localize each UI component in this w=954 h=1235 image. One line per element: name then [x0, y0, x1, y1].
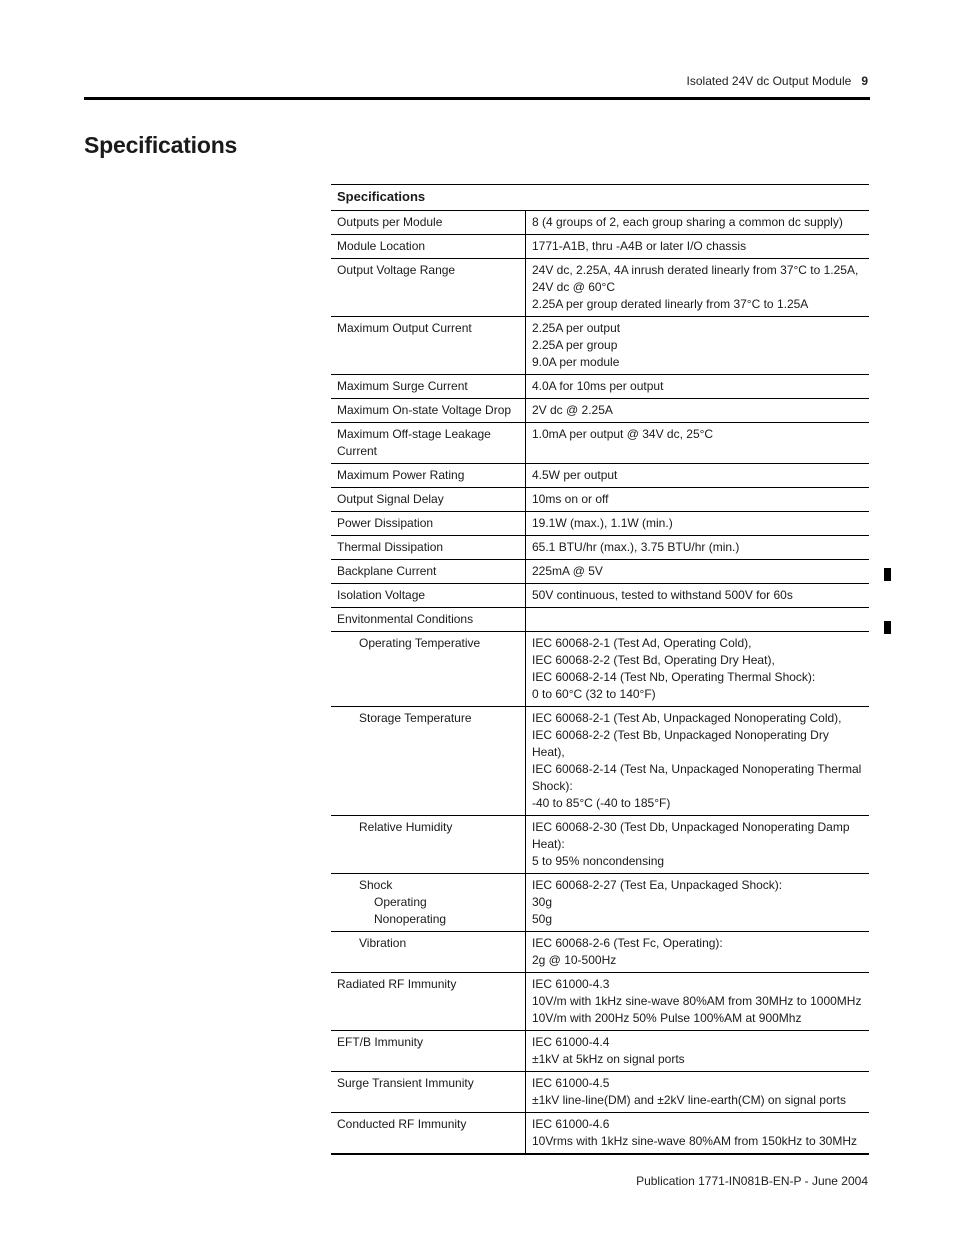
value-line: 10V/m with 200Hz 50% Pulse 100%AM at 900Mhz — [532, 1011, 802, 1025]
row-label: Thermal Dissipation — [331, 536, 526, 560]
value-line: 2V dc @ 2.25A — [532, 403, 613, 417]
value-line: IEC 60068-2-14 (Test Na, Unpackaged Nonoperating Thermal Shock): — [532, 762, 862, 793]
value-line: ±1kV line-line(DM) and ±2kV line-earth(CM) on signal ports — [532, 1093, 846, 1107]
value-line: IEC 60068-2-27 (Test Ea, Unpackaged Shock): — [532, 878, 783, 892]
table-row — [331, 584, 869, 608]
table-row — [331, 235, 869, 259]
table-row — [331, 512, 869, 536]
row-label: Radiated RF Immunity — [331, 973, 526, 1031]
table-row — [331, 932, 869, 973]
value-line: IEC 60068-2-2 (Test Bd, Operating Dry Heat), — [532, 653, 775, 667]
value-line: 1771-A1B, thru -A4B or later I/O chassis — [532, 239, 747, 253]
table-row — [331, 317, 869, 375]
value-line: 2.25A per group derated linearly from 37°C to 1.25A — [532, 297, 809, 311]
header-rule — [84, 97, 870, 100]
table-row — [331, 632, 869, 707]
change-bar — [884, 621, 891, 634]
row-value — [526, 1031, 870, 1072]
row-value — [526, 560, 870, 584]
row-value — [526, 584, 870, 608]
row-value — [526, 1072, 870, 1113]
row-value — [526, 973, 870, 1031]
table-row — [331, 874, 869, 932]
table-row — [331, 608, 869, 632]
row-value — [526, 512, 870, 536]
table-row — [331, 536, 869, 560]
row-value — [526, 816, 870, 874]
row-value — [526, 317, 870, 375]
table-row — [331, 973, 869, 1031]
table-row — [331, 1031, 869, 1072]
row-label: Surge Transient Immunity — [331, 1072, 526, 1113]
row-value — [526, 632, 870, 707]
value-line: 9.0A per module — [532, 355, 620, 369]
table-row — [331, 816, 869, 874]
value-line: 4.0A for 10ms per output — [532, 379, 664, 393]
value-line: IEC 60068-2-6 (Test Fc, Operating): — [532, 936, 723, 950]
table-row — [331, 259, 869, 317]
value-line: 19.1W (max.), 1.1W (min.) — [532, 516, 673, 530]
value-line: IEC 60068-2-14 (Test Nb, Operating Thermal Shock): — [532, 670, 816, 684]
table-row — [331, 464, 869, 488]
row-label: Module Location — [331, 235, 526, 259]
row-value — [526, 608, 870, 632]
value-line: ±1kV at 5kHz on signal ports — [532, 1052, 685, 1066]
row-label: Output Voltage Range — [331, 259, 526, 317]
value-line: 225mA @ 5V — [532, 564, 603, 578]
row-label: Conducted RF Immunity — [331, 1113, 526, 1155]
row-value — [526, 874, 870, 932]
row-label: Maximum On-state Voltage Drop — [331, 399, 526, 423]
value-line: 10V/m with 1kHz sine-wave 80%AM from 30MHz to 1000MHz — [532, 994, 862, 1008]
row-label: Backplane Current — [331, 560, 526, 584]
value-line: IEC 61000-4.5 — [532, 1076, 610, 1090]
row-label: Envitonmental Conditions — [331, 608, 526, 632]
table-heading: Specifications — [331, 185, 869, 211]
value-line: 65.1 BTU/hr (max.), 3.75 BTU/hr (min.) — [532, 540, 740, 554]
table-row — [331, 1072, 869, 1113]
row-label: Storage Temperature — [331, 707, 526, 816]
row-label: Vibration — [331, 932, 526, 973]
row-label: Maximum Output Current — [331, 317, 526, 375]
running-header — [687, 74, 868, 88]
table-row — [331, 211, 869, 235]
value-line: 5 to 95% noncondensing — [532, 854, 665, 868]
row-label-text: Shock — [359, 878, 393, 892]
row-value — [526, 1113, 870, 1155]
change-bar — [884, 568, 891, 581]
row-label: EFT/B Immunity — [331, 1031, 526, 1072]
row-value — [526, 932, 870, 973]
row-label: Maximum Power Rating — [331, 464, 526, 488]
table-row — [331, 1113, 869, 1155]
value-line: 10Vrms with 1kHz sine-wave 80%AM from 150kHz to 30MHz — [532, 1134, 857, 1148]
row-value — [526, 399, 870, 423]
value-line: 8 (4 groups of 2, each group sharing a common dc supply) — [532, 215, 843, 229]
row-value — [526, 488, 870, 512]
value-line: IEC 61000-4.3 — [532, 977, 610, 991]
value-line: IEC 60068-2-1 (Test Ad, Operating Cold), — [532, 636, 752, 650]
row-label — [331, 874, 526, 932]
table-row — [331, 488, 869, 512]
row-value — [526, 235, 870, 259]
row-sublabel: Nonoperating — [374, 912, 447, 926]
value-line: -40 to 85°C (-40 to 185°F) — [532, 796, 671, 810]
page-title: Specifications — [84, 132, 238, 158]
footer-publication: Publication 1771-IN081B-EN-P - June 2004 — [636, 1174, 868, 1188]
table-row — [331, 707, 869, 816]
value-line: 50g — [532, 912, 553, 926]
row-value — [526, 464, 870, 488]
value-line: IEC 61000-4.4 — [532, 1035, 610, 1049]
running-title: Isolated 24V dc Output Module — [686, 74, 852, 88]
value-line: 4.5W per output — [532, 468, 618, 482]
table-body — [331, 211, 869, 1155]
table-header-row — [331, 185, 869, 211]
row-label: Output Signal Delay — [331, 488, 526, 512]
table-row — [331, 399, 869, 423]
table-row — [331, 375, 869, 399]
value-line: 2g @ 10-500Hz — [532, 953, 617, 967]
value-line: 10ms on or off — [532, 492, 609, 506]
row-label: Outputs per Module — [331, 211, 526, 235]
value-line: IEC 60068-2-1 (Test Ab, Unpackaged Nonoperating Cold), — [532, 711, 842, 725]
value-line: IEC 61000-4.6 — [532, 1117, 610, 1131]
row-label: Relative Humidity — [331, 816, 526, 874]
specifications-table — [331, 184, 869, 1155]
value-line: 1.0mA per output @ 34V dc, 25°C — [532, 427, 714, 441]
value-line: 0 to 60°C (32 to 140°F) — [532, 687, 656, 701]
value-line: 30g — [532, 895, 553, 909]
row-value — [526, 707, 870, 816]
row-label: Isolation Voltage — [331, 584, 526, 608]
row-label: Operating Temperative — [331, 632, 526, 707]
row-value — [526, 423, 870, 464]
value-line: 24V dc, 2.25A, 4A inrush derated linearly from 37°C to 1.25A, 24V dc @ 60°C — [532, 263, 859, 294]
row-label: Maximum Surge Current — [331, 375, 526, 399]
value-line: 2.25A per output — [532, 321, 621, 335]
row-value — [526, 375, 870, 399]
row-label: Maximum Off-stage Leakage Current — [331, 423, 526, 464]
value-line: 2.25A per group — [532, 338, 618, 352]
row-value — [526, 536, 870, 560]
value-line: IEC 60068-2-30 (Test Db, Unpackaged Nonoperating Damp Heat): — [532, 820, 850, 851]
row-value — [526, 259, 870, 317]
row-value — [526, 211, 870, 235]
value-line: IEC 60068-2-2 (Test Bb, Unpackaged Nonoperating Dry Heat), — [532, 728, 829, 759]
row-sublabel: Operating — [374, 895, 427, 909]
table-row — [331, 423, 869, 464]
page-number: 9 — [861, 74, 868, 88]
value-line: 50V continuous, tested to withstand 500V for 60s — [532, 588, 793, 602]
row-label: Power Dissipation — [331, 512, 526, 536]
table-row — [331, 560, 869, 584]
